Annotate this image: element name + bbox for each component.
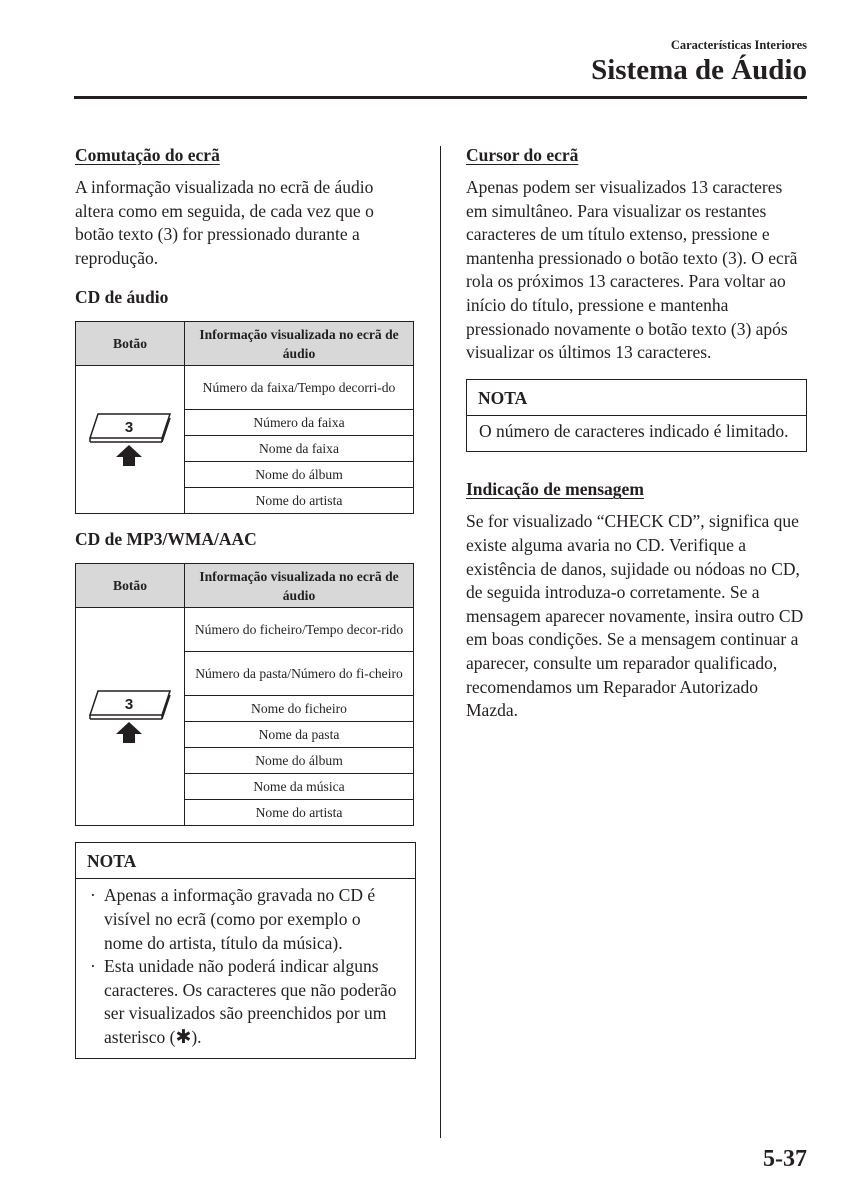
table-header-button: Botão — [76, 564, 185, 608]
table-row: Número da pasta/Número do fi-cheiro — [185, 652, 414, 696]
nota-box-left — [75, 842, 416, 1058]
nota-item-text: Apenas a informação gravada no CD é visível no ecrã (como por exemplo o nome do artista, título da música). — [104, 885, 376, 953]
comutacao-paragraph: A informação visualizada no ecrã de áudio altera como em seguida, de cada vez que o botão texto (3) for pressionado durante a reprodução. — [75, 177, 374, 268]
mensagem-heading: Indicação de mensagem — [466, 479, 644, 500]
list-item — [88, 955, 403, 1049]
section-label: Características Interiores — [670, 38, 807, 52]
page-number: 5-37 — [763, 1146, 807, 1172]
nota-item-text-part: ). — [191, 1026, 202, 1047]
comutacao-heading: Comutação do ecrã — [75, 145, 220, 165]
nota-body: O número de caracteres indicado é limitado. — [479, 420, 789, 441]
text-button-3-icon — [88, 689, 172, 745]
list-item — [88, 884, 403, 955]
mensagem-paragraph: Se for visualizado “CHECK CD”, significa que existe alguma avaria no CD. Verifique a existência de danos, sujidade ou nódoas no CD, de seguida introduza-o corretamente. Se a mensagem aparecer novamente, insira outro CD em boas condições. Se a mensagem continuar a aparecer, consulte um reparador qualificado, recomendamos um Reparador Autorizado Mazda. — [466, 511, 804, 721]
nota-title: NOTA — [467, 380, 806, 416]
text-button-cell — [76, 366, 185, 514]
left-column — [75, 143, 415, 1059]
bullet-icon: · — [90, 956, 96, 977]
table-row: Número da faixa — [185, 410, 414, 436]
right-column — [466, 143, 807, 723]
text-button-cell — [76, 608, 185, 826]
nota-title: NOTA — [76, 843, 415, 879]
bullet-icon: · — [90, 885, 96, 906]
cd-mp3-heading: CD de MP3/WMA/AAC — [75, 529, 257, 550]
cursor-paragraph: Apenas podem ser visualizados 13 caracteres em simultâneo. Para visualizar os restantes caracteres de um título extenso, pressione e mantenha pressionado o botão texto (3). O ecrã rola os próximos 13 caracteres. Para voltar ao início do título, pressione e mantenha pressionado novamente o botão texto (3) após visualizar os últimos 13 caracteres. — [466, 177, 798, 363]
cursor-heading: Cursor do ecrã — [466, 145, 579, 165]
table-row: Nome do artista — [185, 488, 414, 514]
page-title: Sistema de Áudio — [591, 54, 807, 86]
column-divider — [440, 146, 441, 1138]
header-rule — [74, 96, 807, 99]
nota-box-right — [466, 379, 807, 453]
table-row: Nome do álbum — [185, 462, 414, 488]
table-row: Número do ficheiro/Tempo decor-rido — [185, 608, 414, 652]
button-number-label: 3 — [124, 695, 134, 713]
table-row: Nome do álbum — [185, 748, 414, 774]
cd-audio-table — [75, 321, 414, 514]
nota-body — [76, 879, 415, 1057]
table-header-button: Botão — [76, 322, 185, 366]
table-row: Nome do ficheiro — [185, 696, 414, 722]
asterisk-icon: ✱ — [175, 1025, 192, 1048]
cd-mp3-table — [75, 563, 414, 826]
table-header-info: Informação visualizada no ecrã de áudio — [185, 564, 414, 608]
text-button-3-icon — [88, 412, 172, 468]
table-row: Nome da faixa — [185, 436, 414, 462]
table-header-info: Informação visualizada no ecrã de áudio — [185, 322, 414, 366]
table-row: Nome da música — [185, 774, 414, 800]
nota-item-text-part: Esta unidade não poderá indicar alguns caracteres. Os caracteres que não poderão ser visualizados são preenchidos por um asterisco ( — [104, 956, 397, 1047]
nota-item-text — [104, 955, 403, 1049]
table-row: Número da faixa/Tempo decorri-do — [185, 366, 414, 410]
table-row: Nome da pasta — [185, 722, 414, 748]
cd-audio-heading: CD de áudio — [75, 287, 169, 308]
table-row: Nome do artista — [185, 800, 414, 826]
button-number-label: 3 — [124, 418, 134, 436]
